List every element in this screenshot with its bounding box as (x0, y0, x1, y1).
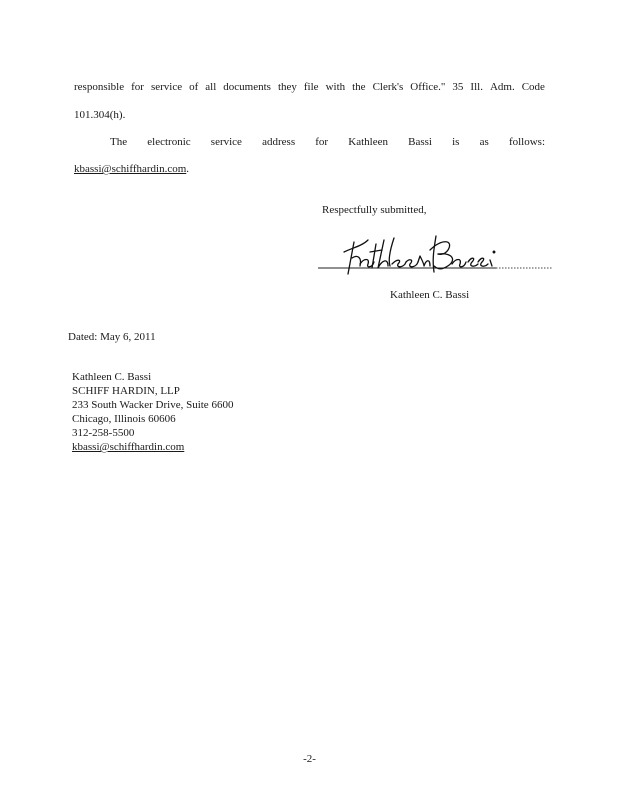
paragraph-2-line-1 (74, 135, 545, 149)
word: they (277, 81, 297, 93)
word: Adm. (489, 81, 515, 93)
page-number: -2- (303, 753, 316, 765)
contact-email-link[interactable]: kbassi@schiffhardin.com (72, 441, 185, 453)
word: the (352, 81, 366, 93)
word: service (150, 81, 183, 93)
signer-name: Kathleen C. Bassi (390, 289, 470, 301)
date-line: Dated: May 6, 2011 (68, 331, 156, 343)
word: 35 (452, 81, 464, 93)
word: electronic (147, 136, 191, 148)
word: Kathleen (348, 136, 388, 148)
contact-block (72, 370, 233, 454)
handwritten-signature (318, 228, 554, 280)
word: as (479, 136, 489, 148)
contact-phone: 312-258-5500 (72, 427, 135, 439)
word: with (325, 81, 346, 93)
contact-city: Chicago, Illinois 60606 (72, 413, 176, 425)
email-link[interactable]: kbassi@schiffhardin.com (74, 163, 187, 175)
word: all (205, 81, 217, 93)
word: Office." (410, 81, 446, 93)
contact-street: 233 South Wacker Drive, Suite 6600 (72, 399, 234, 411)
word: The (110, 136, 128, 148)
contact-firm: SCHIFF HARDIN, LLP (72, 385, 180, 397)
word: Code (521, 81, 545, 93)
word: is (452, 136, 460, 148)
word: file (303, 81, 319, 93)
closing-text: Respectfully submitted, (322, 204, 427, 216)
word: documents (223, 81, 271, 93)
word: for (315, 136, 329, 148)
paragraph-1-line-1 (74, 80, 545, 94)
word: responsible (74, 81, 125, 93)
word: follows: (508, 136, 545, 148)
email-suffix: . (186, 163, 190, 175)
word: service (210, 136, 242, 148)
word: Clerk's (372, 81, 404, 93)
word: address (262, 136, 296, 148)
paragraph-1-line-2: 101.304(h). (74, 109, 126, 121)
word: Bassi (408, 136, 432, 148)
paragraph-2-line-2 (74, 162, 189, 176)
contact-name: Kathleen C. Bassi (72, 371, 152, 383)
word: for (131, 81, 144, 93)
word: Ill. (470, 81, 483, 93)
word: of (189, 81, 199, 93)
